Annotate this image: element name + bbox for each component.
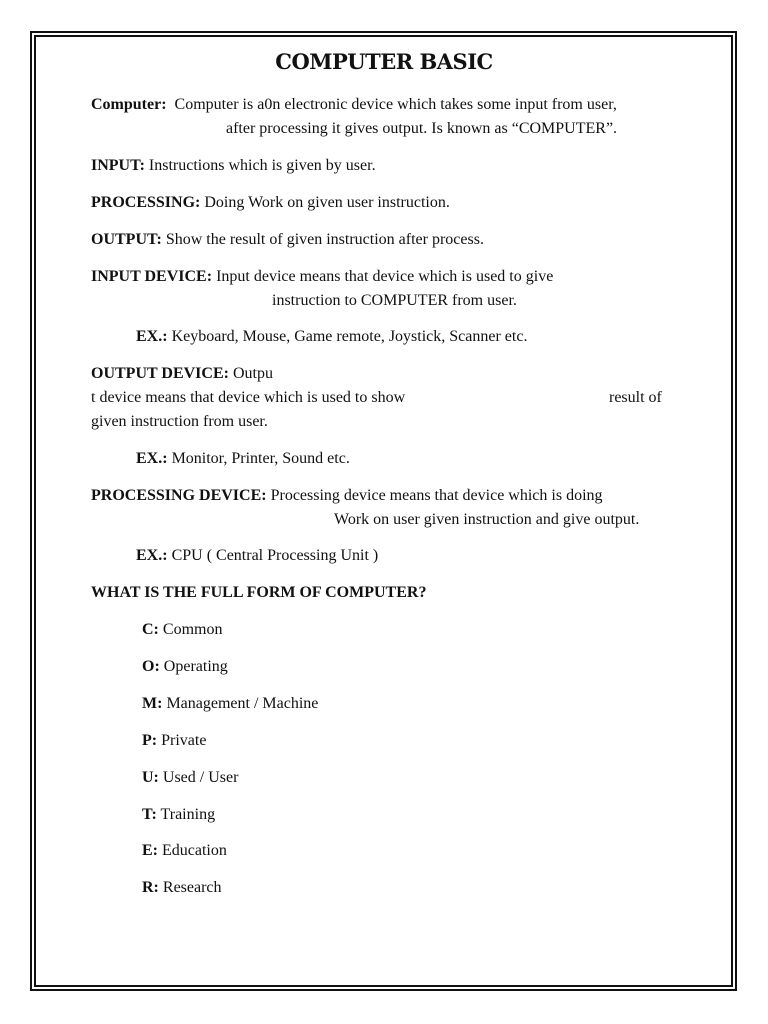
list-item xyxy=(142,841,227,861)
list-item xyxy=(142,731,206,751)
full-form-letter: R: xyxy=(142,879,159,896)
list-item xyxy=(142,878,222,898)
processing-device-label: PROCESSING DEVICE: xyxy=(91,487,267,504)
output-device-line2b: result of xyxy=(609,389,662,406)
full-form-word: Used / User xyxy=(162,769,239,786)
processing-device-line2: Work on user given instruction and give output. xyxy=(334,511,640,528)
full-form-word: Private xyxy=(161,732,207,749)
processing-label: PROCESSING: xyxy=(91,194,201,211)
output-device-label: OUTPUT DEVICE: xyxy=(91,365,229,382)
full-form-letter: C: xyxy=(142,621,159,638)
list-item xyxy=(142,694,318,714)
full-form-heading xyxy=(91,583,426,603)
input-device-text1: Input device means that device which is used to give xyxy=(216,268,554,285)
output-device-line1 xyxy=(91,364,273,384)
processing-device-line1 xyxy=(91,486,603,506)
processing-device-example xyxy=(136,546,378,566)
output-definition xyxy=(91,230,484,250)
full-form-word: Education xyxy=(162,842,227,859)
output-device-line2a: t device means that device which is used to show xyxy=(91,389,406,406)
full-form-word: Training xyxy=(160,806,216,823)
full-form-letter: U: xyxy=(142,769,159,786)
full-form-letter: E: xyxy=(142,842,158,859)
processing-device-ex-label: EX.: xyxy=(136,547,168,564)
output-device-example xyxy=(136,449,350,469)
list-item xyxy=(142,620,222,640)
full-form-letter: M: xyxy=(142,695,163,712)
list-item xyxy=(142,805,215,825)
page-title: COMPUTER BASIC xyxy=(275,49,493,74)
input-device-line1 xyxy=(91,267,553,287)
output-device-ex-label: EX.: xyxy=(136,450,168,467)
output-device-text1: Outpu xyxy=(232,365,273,382)
input-device-label: INPUT DEVICE: xyxy=(91,268,213,285)
computer-definition-line2: after processing it gives output. Is known as “COMPUTER”. xyxy=(226,120,618,137)
input-device-ex-label: EX.: xyxy=(136,328,168,345)
full-form-word: Common xyxy=(162,621,223,638)
output-text: Show the result of given instruction after process. xyxy=(165,231,484,248)
input-device-example xyxy=(136,327,527,347)
input-device-line2: instruction to COMPUTER from user. xyxy=(272,292,517,309)
input-label: INPUT: xyxy=(91,157,145,174)
full-form-word: Operating xyxy=(163,658,228,675)
processing-text: Doing Work on given user instruction. xyxy=(204,194,450,211)
list-item xyxy=(142,768,238,788)
full-form-word: Research xyxy=(162,879,222,896)
full-form-letter: T: xyxy=(142,806,157,823)
processing-definition xyxy=(91,193,450,213)
processing-device-ex-text: CPU ( Central Processing Unit ) xyxy=(171,547,379,564)
output-device-line3: given instruction from user. xyxy=(91,413,268,430)
computer-label: Computer: xyxy=(91,96,167,113)
full-form-word: Management / Machine xyxy=(166,695,319,712)
output-label: OUTPUT: xyxy=(91,231,162,248)
processing-device-text1: Processing device means that device which is doing xyxy=(270,487,603,504)
list-item xyxy=(142,657,228,677)
input-device-ex-text: Keyboard, Mouse, Game remote, Joystick, Scanner etc. xyxy=(171,328,528,345)
full-form-letter: O: xyxy=(142,658,160,675)
full-form-heading-text: WHAT IS THE FULL FORM OF COMPUTER? xyxy=(91,584,427,601)
full-form-letter: P: xyxy=(142,732,158,749)
computer-text1: Computer is a0n electronic device which takes some input from user, xyxy=(174,96,617,113)
input-definition xyxy=(91,156,376,176)
output-device-ex-text: Monitor, Printer, Sound etc. xyxy=(171,450,350,467)
computer-definition-line1 xyxy=(91,95,617,115)
input-text: Instructions which is given by user. xyxy=(148,157,376,174)
